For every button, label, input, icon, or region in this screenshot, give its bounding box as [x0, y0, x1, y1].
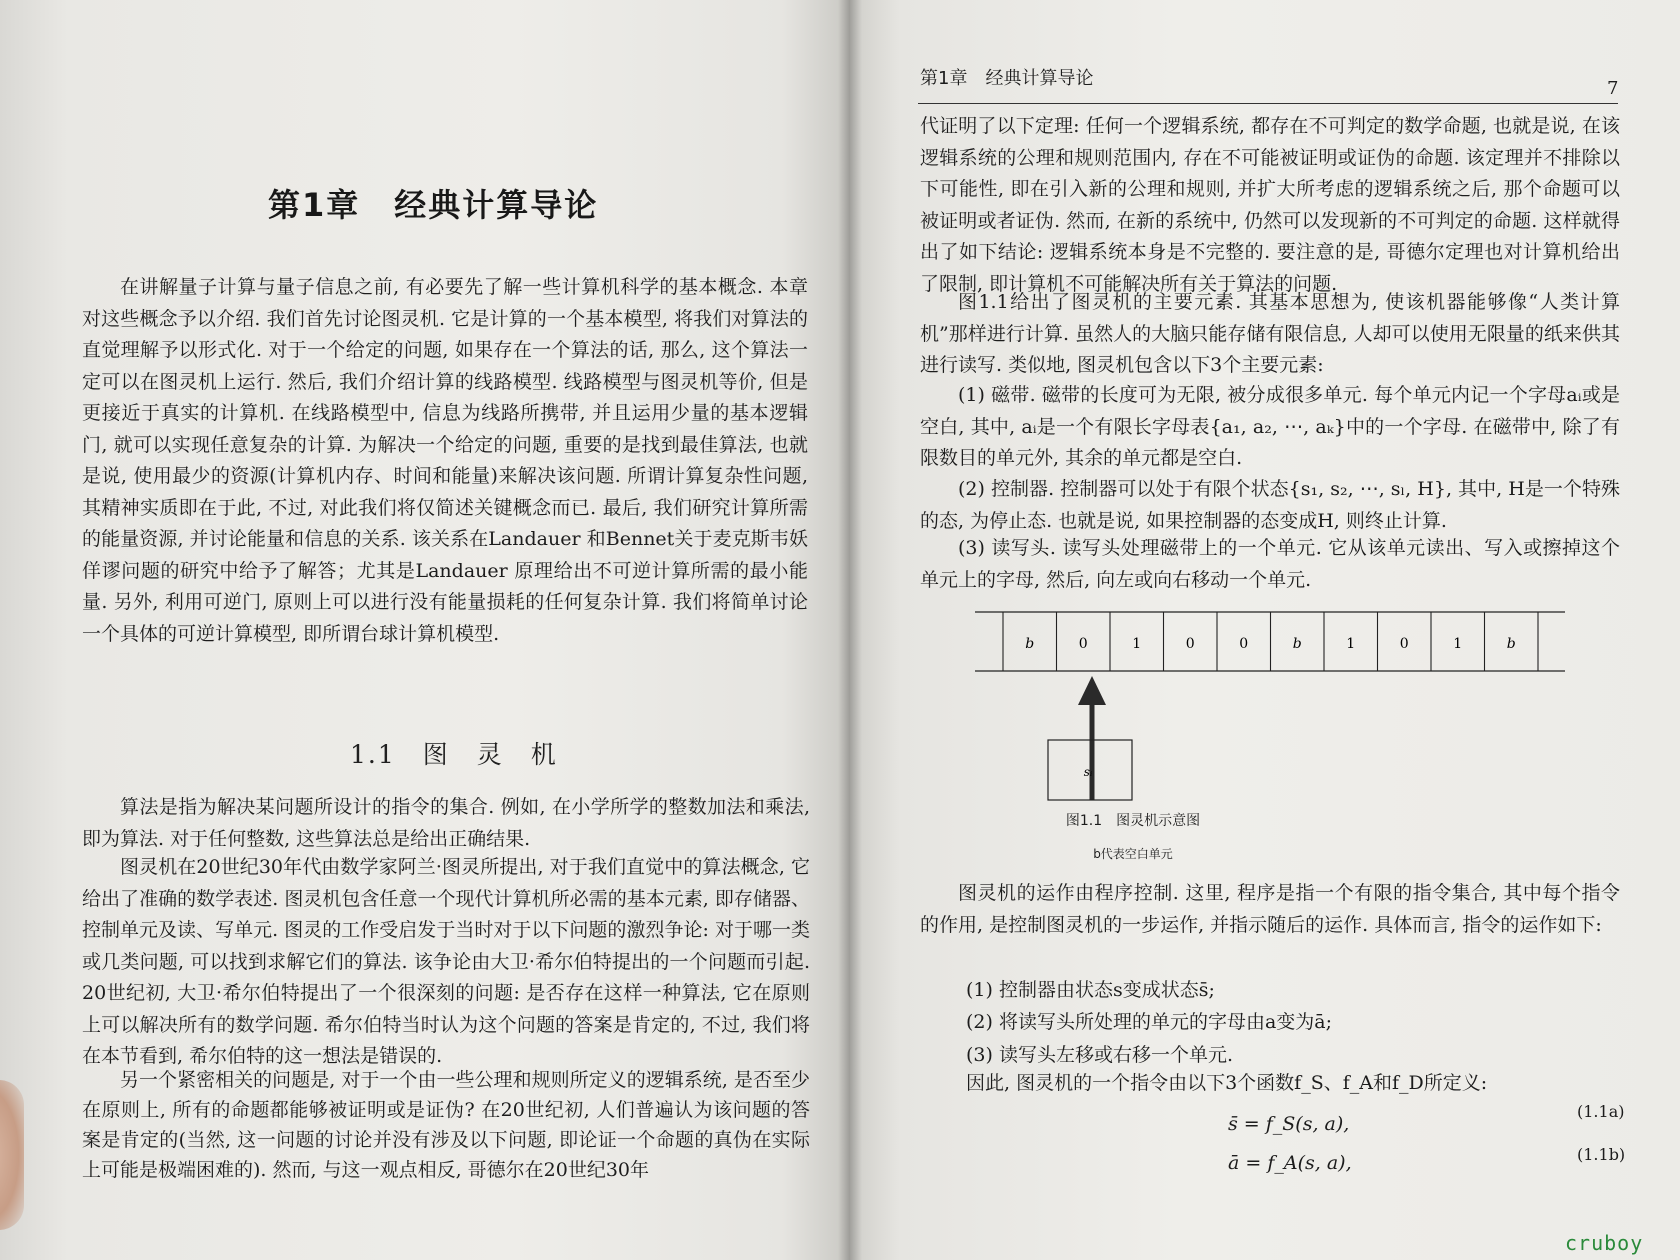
- book-gutter-shadow: [838, 0, 862, 1260]
- watermark-text: cruboy: [1565, 1231, 1644, 1255]
- algorithm-paragraph: 算法是指为解决某问题所设计的指令的集合. 例如, 在小学所学的整数加法和乘法, 即为算法. 对于任何整数, 这些算法总是给出正确结果.: [82, 796, 810, 850]
- running-head: 第1章 经典计算导论: [920, 68, 1094, 89]
- tape-cell-symbol: 1: [1346, 636, 1356, 652]
- program-paragraph: 图灵机的运作由程序控制. 这里, 程序是指一个有限的指令集合, 其中每个指令的作用, 是控制图灵机的一步运作, 并指示随后的运作. 具体而言, 指令的运作如下:: [920, 882, 1620, 936]
- equation-number: (1.1a): [1577, 1102, 1625, 1121]
- tape-cell-symbol: 0: [1239, 636, 1249, 652]
- tape-paragraph: (1) 磁带. 磁带的长度可为无限, 被分成很多单元. 每个单元内记一个字母aᵢ或是空白, 其中, aᵢ是一个有限长字母表{a₁, a₂, ⋯, aₖ}中的一个字母. 在磁带中, 除了有限数目的单元外, 其余的单元都是空白.: [920, 384, 1620, 469]
- equation-number: (1.1b): [1577, 1145, 1626, 1164]
- right-page: [850, 0, 1680, 1260]
- header-rule: [918, 103, 1618, 104]
- controller-paragraph: (2) 控制器. 控制器可以处于有限个状态{s₁, s₂, ⋯, sₗ, H}, 其中, H是一个特殊的态, 为停止态. 也就是说, 如果控制器的态变成H, 则终止计算.: [920, 478, 1620, 532]
- read-write-head-paragraph: (3) 读写头. 读写头处理磁带上的一个单元. 它从该单元读出、写入或擦掉这个单元上的字母, 然后, 向左或向右移动一个单元.: [920, 537, 1620, 591]
- tape-cell-symbol: 0: [1078, 636, 1088, 652]
- equation-1-1a: s̄ = f_S(s, a),: [1228, 1113, 1350, 1135]
- figure-note: b代表空白单元: [1093, 847, 1173, 861]
- controller-label: sᵢ: [1083, 765, 1093, 779]
- page-number: 7: [1607, 78, 1619, 99]
- figure-caption: 图1.1 图灵机示意图: [1065, 813, 1201, 829]
- tape-cell-symbol: 1: [1453, 636, 1463, 652]
- step-item: (2) 将读写头所处理的单元的字母由a变为ā;: [966, 1011, 1333, 1033]
- head-arrow-icon: [1078, 676, 1106, 705]
- tape-cell-symbol: b: [1292, 636, 1302, 652]
- tape-cell-symbol: 1: [1132, 636, 1142, 652]
- tape-cell-symbol: b: [1025, 636, 1035, 652]
- tape-cell-symbol: b: [1506, 636, 1516, 652]
- step-item: (1) 控制器由状态s变成状态s̄;: [966, 979, 1215, 1001]
- step-item: (3) 读写头左移或右移一个单元.: [966, 1044, 1233, 1066]
- equation-1-1b: ā = f_A(s, a),: [1228, 1152, 1352, 1174]
- tape-cell-symbol: 0: [1399, 636, 1409, 652]
- section-title: 1.1 图 灵 机: [350, 740, 558, 769]
- thumb-shadow: [0, 1080, 24, 1230]
- chapter-title: 第1章 经典计算导论: [268, 186, 599, 224]
- godel-paragraph: 代证明了以下定理: 任何一个逻辑系统, 都存在不可判定的数学命题, 也就是说, 在该逻辑系统的公理和规则范围内, 存在不可能被证明或证伪的命题. 该定理并不排除以下可能性, 即在引入新的公理和规则, 并扩大所考虑的逻辑系统之后, 那个命题可以被证明或者证伪. 然而, 在新的系统中, 仍然可以发现新的不可判定的命题. 这样就得出了如下结论: 逻辑系统本身是不完整的. 要注意的是, 哥德尔定理也对计算机给出了限制, 即计算机不可能解决所有关于算法的问题.: [920, 115, 1620, 295]
- intro-paragraph: 在讲解量子计算与量子信息之前, 有必要先了解一些计算机科学的基本概念. 本章对这些概念予以介绍. 我们首先讨论图灵机. 它是计算的一个基本模型, 将我们对算法的直觉理解予以形式化. 对于一个给定的问题, 如果存在一个算法的话, 那么, 这个算法一定可以在图灵机上运行. 然后, 我们介绍计算的线路模型. 线路模型与图灵机等价, 但是更接近于真实的计算机. 在线路模型中, 信息为线路所携带, 并且运用少量的基本逻辑门, 就可以实现任意复杂的计算. 为解决一个给定的问题, 重要的是找到最佳算法, 也就是说, 使用最少的资源(计算机内存、时间和能量)来解决该问题. 所谓计算复杂性问题, 其精神实质即在于此, 不过, 对此我们将仅简述关键概念而已. 最后, 我们研究计算所需的能量资源, 并讨论能量和信息的关系. 该关系在Landauer 和Bennet关于麦克斯韦妖佯谬问题的研究中给予了解答；尤其是Landauer 原理给出不可逆计算所需的最小能量. 另外, 利用可逆门, 原则上可以进行没有能量损耗的任何复杂计算. 我们将简单讨论一个具体的可逆计算模型, 即所谓台球计算机模型.: [82, 276, 808, 645]
- turing-paragraph: 图灵机在20世纪30年代由数学家阿兰·图灵所提出, 对于我们直觉中的算法概念, 它给出了准确的数学表述. 图灵机包含任意一个现代计算机所必需的基本元素, 即存储器、控制单元及读、写单元. 图灵的工作受启发于当时对于以下问题的激烈争论: 对于哪一类或几类问题, 可以找到求解它们的算法. 该争论由大卫·希尔伯特提出的一个问题而引起. 20世纪初, 大卫·希尔伯特提出了一个很深刻的问题: 是否存在这样一种算法, 它在原则上可以解决所有的数学问题. 希尔伯特当时认为这个问题的答案是肯定的, 不过, 我们将在本节看到, 希尔伯特的这一想法是错误的.: [82, 856, 810, 1067]
- figure-intro-paragraph: 图1.1给出了图灵机的主要元素. 其基本思想为, 使该机器能够像“人类计算机”那样进行计算. 虽然人的大脑只能存储有限信息, 人却可以使用无限量的纸来供其进行读写. 类似地, 图灵机包含以下3个主要元素:: [920, 291, 1620, 376]
- tape-cell-symbol: 0: [1185, 636, 1195, 652]
- functions-paragraph: 因此, 图灵机的一个指令由以下3个函数f_S、f_A和f_D所定义:: [966, 1072, 1488, 1094]
- related-problem-paragraph: 另一个紧密相关的问题是, 对于一个由一些公理和规则所定义的逻辑系统, 是否至少在原则上, 所有的命题都能够被证明或是证伪? 在20世纪初, 人们普遍认为该问题的答案是肯定的(当然, 这一问题的讨论并没有涉及以下问题, 即论证一个命题的真伪在实际上可能是极端困难的). 然而, 与这一观点相反, 哥德尔在20世纪30年: [82, 1069, 810, 1181]
